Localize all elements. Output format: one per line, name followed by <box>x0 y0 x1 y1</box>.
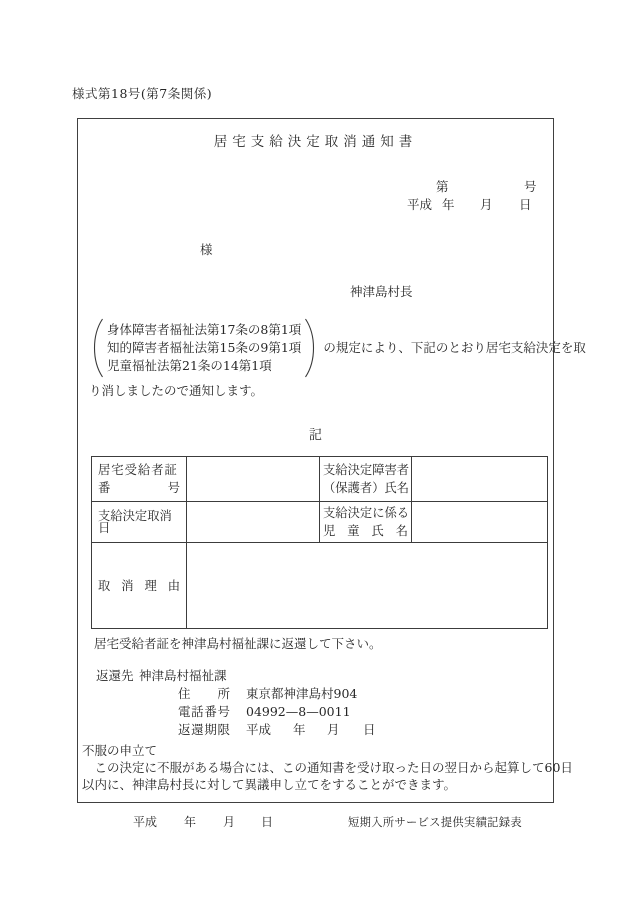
document-frame <box>77 118 586 803</box>
recipient-cert-label-line1: 居宅受給者証 <box>98 463 178 477</box>
clause-after-bracket: の規定により、下記のとおり居宅支給決定を取 <box>323 339 586 355</box>
law-item: 身体障害者福祉法第17条の8第1項 <box>107 322 302 337</box>
reason-value-cell <box>187 543 548 629</box>
return-to-label: 返還先 <box>96 668 134 683</box>
recipient-cert-label-cell <box>92 457 187 502</box>
address-value: 東京都神津島村904 <box>246 686 358 701</box>
grantee-value-cell <box>412 457 548 502</box>
appeal-text-line2: 以内に、神津島村長に対して異議申し立てをすることができます。 <box>82 777 457 792</box>
left-bracket-icon <box>92 318 104 378</box>
cancel-date-label-cell: 支給決定取消日 <box>92 502 187 543</box>
doc-number-prefix: 第 <box>436 179 449 194</box>
detail-table <box>91 456 548 629</box>
issue-date-year-label: 年 <box>442 197 455 212</box>
grantee-label-line1: 支給決定障害者 <box>323 463 410 477</box>
footer-date-day-label: 日 <box>261 815 274 829</box>
return-address-row <box>178 688 230 701</box>
child-value-cell <box>412 502 548 543</box>
deadline-month-label: 月 <box>327 722 340 737</box>
child-label-cell <box>320 502 412 543</box>
table-row <box>92 543 548 629</box>
phone-value: 04992—8—0011 <box>246 704 351 719</box>
footer-date-month-label: 月 <box>223 815 236 829</box>
footer-date-year-label: 年 <box>184 815 197 829</box>
issue-date-day-label: 日 <box>519 197 532 212</box>
document-title: 居宅支給決定取消通知書 <box>213 134 418 150</box>
return-phone-row <box>178 706 230 719</box>
phone-label: 電話番号 <box>178 704 230 719</box>
table-row <box>92 457 548 502</box>
return-to-value: 神津島村福祉課 <box>139 668 227 683</box>
deadline-year-label: 年 <box>293 722 306 737</box>
table-row <box>92 502 548 543</box>
deadline-day-label: 日 <box>363 722 376 737</box>
doc-number-suffix: 号 <box>524 179 537 194</box>
issue-date-era: 平成 <box>407 197 433 212</box>
deadline-label: 返還期限 <box>178 722 230 737</box>
cancel-date-value-cell <box>187 502 320 543</box>
return-notice: 居宅受給者証を神津島村福祉課に返還して下さい。 <box>94 636 382 651</box>
grantee-label-cell <box>320 457 412 502</box>
recipient-cert-value-cell <box>187 457 320 502</box>
return-deadline-row <box>178 724 230 737</box>
child-label-line2: 児童氏名 <box>323 524 408 538</box>
recipient-honorific: 様 <box>200 242 213 257</box>
reason-label: 取消理由 <box>98 578 180 593</box>
appeal-text-line1: この決定に不服がある場合には、この通知書を受け取った日の翌日から起算して60日 <box>82 760 573 775</box>
child-label-line1: 支給決定に係る <box>323 506 410 520</box>
deadline-era: 平成 <box>246 722 272 737</box>
record-mark: 記 <box>308 428 322 443</box>
footer-doc-title: 短期入所サービス提供実績記録表 <box>348 816 522 829</box>
recipient-cert-label-line2: 番号 <box>98 481 180 495</box>
sender-name: 神津島村長 <box>350 284 413 299</box>
appeal-heading: 不服の申立て <box>82 743 158 758</box>
footer-date-era: 平成 <box>133 815 158 829</box>
issue-date-month-label: 月 <box>480 197 493 212</box>
law-citation-block <box>92 318 586 378</box>
grantee-label-line2: （保護者）氏名 <box>323 481 410 495</box>
form-number-label: 様式第18号(第7条関係) <box>72 86 213 101</box>
law-item: 児童福祉法第21条の14第1項 <box>107 358 272 373</box>
clause-continuation: り消しましたので通知します。 <box>89 383 264 398</box>
right-bracket-icon <box>304 318 316 378</box>
reason-label-cell <box>92 543 187 629</box>
law-item: 知的障害者福祉法第15条の9第1項 <box>107 340 302 355</box>
law-list <box>104 321 304 375</box>
address-label: 住所 <box>178 686 230 701</box>
